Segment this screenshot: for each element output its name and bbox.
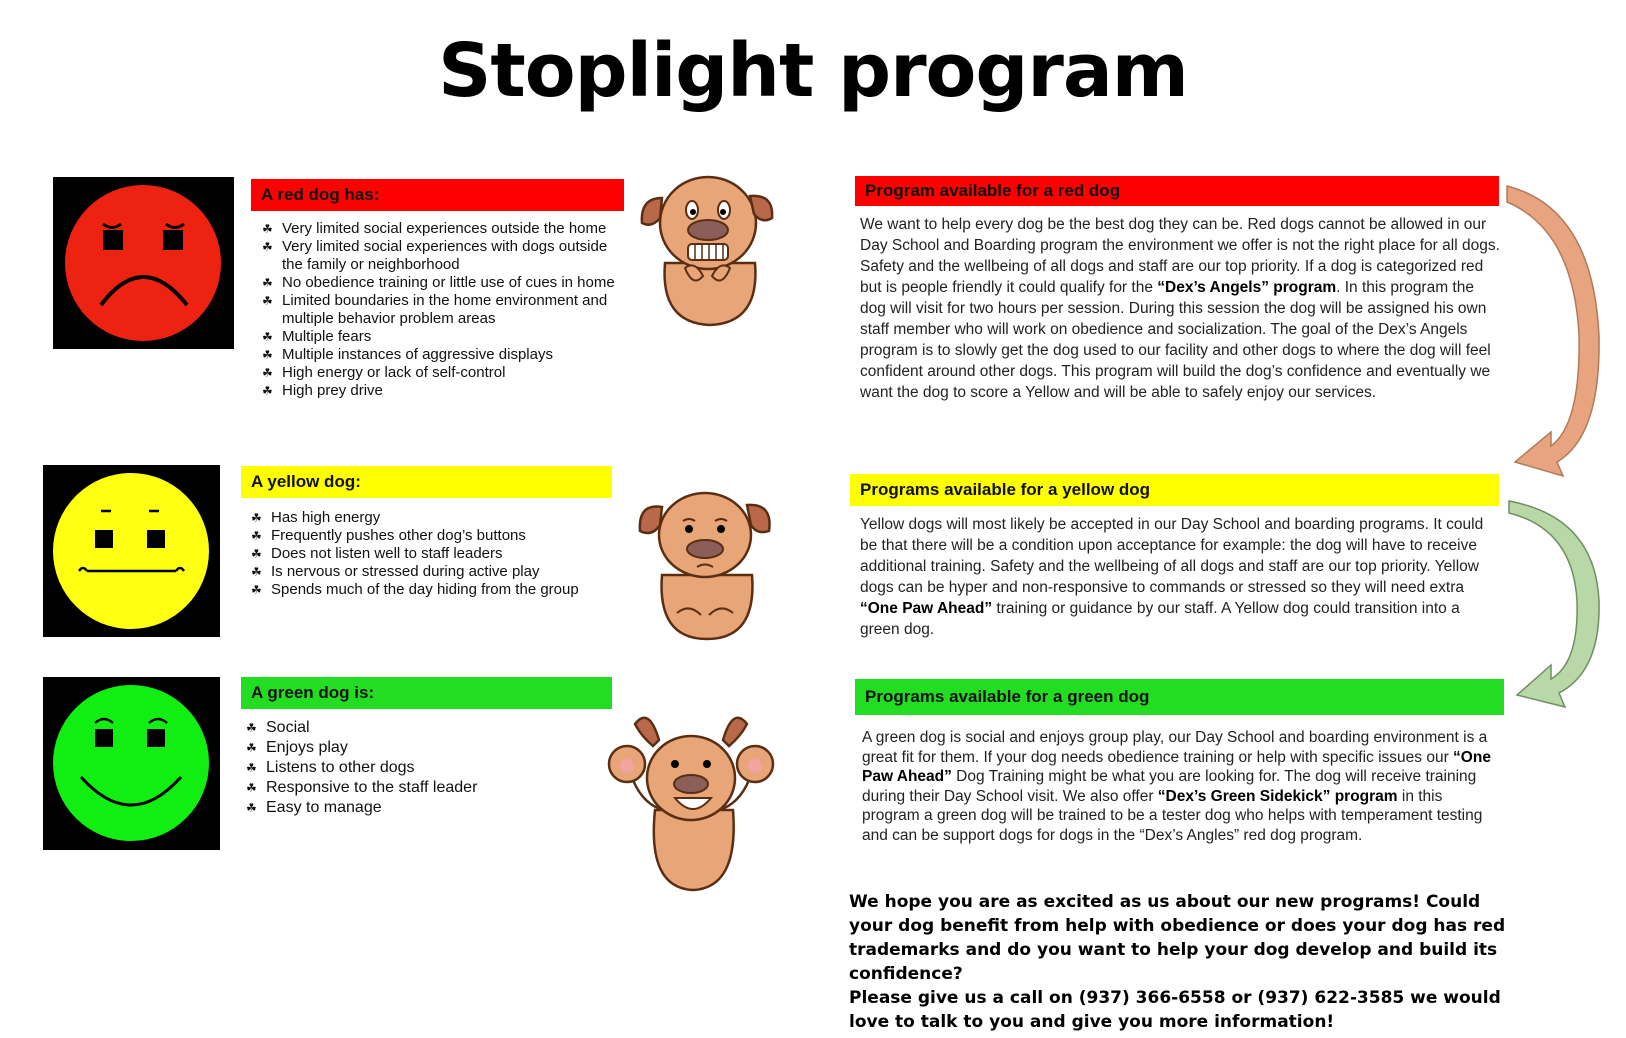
page-title: Stoplight program bbox=[438, 28, 1188, 114]
red-to-yellow-arrow-icon bbox=[1503, 180, 1618, 500]
happy-dog-illustration bbox=[605, 700, 775, 892]
red-trait-text: Very limited social experiences with dogs outside the family or neighborhood bbox=[282, 238, 608, 273]
paw-bullet-icon: ☘ bbox=[262, 222, 273, 236]
red-trait-text: Multiple fears bbox=[282, 328, 372, 345]
green-trait-text: Listens to other dogs bbox=[266, 759, 415, 776]
yellow-program-text: Yellow dogs will most likely be accepted in our Day School and boarding programs. It could be that there will be a condition upon acceptance for example: the dog will have to receive additional training. Safety and the wellbeing of all dogs and staff are our top priority. Yellow dogs can be hyper and non-responsive to commands or stressed so they will need extra “One Paw Ahead” training or guidance by our staff. A Yellow dog could transition into a green dog. bbox=[860, 516, 1484, 638]
red-trait-item bbox=[262, 382, 622, 400]
red-trait-item bbox=[262, 364, 622, 382]
red-sad-face-icon bbox=[53, 177, 234, 349]
yellow-trait-item bbox=[251, 581, 611, 599]
scared-dog-illustration bbox=[640, 168, 775, 328]
red-trait-text: Very limited social experiences outside the home bbox=[282, 220, 607, 237]
paw-bullet-icon: ☘ bbox=[246, 721, 257, 735]
green-happy-face-icon bbox=[43, 677, 220, 850]
paw-bullet-icon: ☘ bbox=[246, 741, 257, 755]
paw-bullet-icon: ☘ bbox=[251, 529, 262, 543]
yellow-trait-text: Has high energy bbox=[271, 509, 381, 526]
red-trait-text: Limited boundaries in the home environment and multiple behavior problem areas bbox=[282, 292, 608, 327]
green-program-text: A green dog is social and enjoys group play, our Day School and boarding environment is a great fit for them. If your dog needs obedience training or help with specific issues our “One Paw Ahead” Dog Training might be what you are looking for. The dog will receive training during their Day School visit. We also offer “Dex’s Green Sidekick” program in this program a green dog will be trained to be a tester dog who helps with temperament testing and can be support dogs for dogs in the “Dex’s Angles” red dog program. bbox=[862, 729, 1491, 844]
paw-bullet-icon: ☘ bbox=[262, 384, 273, 398]
closing-line-1: We hope you are as excited as us about our new programs! Could your dog benefit from help with obedience or does your dog has red trademarks and do you want to help your dog develop and build its confidence? bbox=[849, 892, 1506, 984]
red-trait-item bbox=[262, 238, 622, 274]
closing-message bbox=[849, 890, 1529, 1034]
paw-bullet-icon: ☘ bbox=[246, 761, 257, 775]
yellow-trait-text: Spends much of the day hiding from the group bbox=[271, 581, 579, 598]
red-trait-text: High prey drive bbox=[282, 382, 383, 399]
paw-bullet-icon: ☘ bbox=[251, 511, 262, 525]
green-trait-text: Social bbox=[266, 719, 310, 736]
yellow-dog-header: A yellow dog: bbox=[241, 466, 612, 498]
yellow-neutral-face-icon bbox=[43, 465, 220, 637]
green-trait-text: Easy to manage bbox=[266, 799, 382, 816]
green-trait-text: Enjoys play bbox=[266, 739, 348, 756]
red-trait-text: High energy or lack of self-control bbox=[282, 364, 506, 381]
red-trait-text: No obedience training or little use of cues in home bbox=[282, 274, 615, 291]
red-trait-item bbox=[262, 346, 622, 364]
paw-bullet-icon: ☘ bbox=[251, 565, 262, 579]
green-program-header: Programs available for a green dog bbox=[855, 679, 1504, 715]
paw-bullet-icon: ☘ bbox=[251, 583, 262, 597]
green-trait-item bbox=[246, 798, 606, 818]
yellow-trait-text: Is nervous or stressed during active play bbox=[271, 563, 540, 580]
yellow-trait-text: Frequently pushes other dog’s buttons bbox=[271, 527, 526, 544]
green-trait-item bbox=[246, 738, 606, 758]
paw-bullet-icon: ☘ bbox=[262, 240, 273, 254]
green-trait-text: Responsive to the staff leader bbox=[266, 779, 478, 796]
red-trait-item bbox=[262, 328, 622, 346]
green-dog-header: A green dog is: bbox=[241, 677, 612, 709]
yellow-to-green-arrow-icon bbox=[1505, 495, 1615, 720]
red-trait-item bbox=[262, 292, 622, 328]
closing-line-2: Please give us a call on (937) 366-6558 or (937) 622-3585 we would love to talk to you and give you more information! bbox=[849, 988, 1501, 1032]
green-trait-item bbox=[246, 778, 606, 798]
yellow-trait-item bbox=[251, 563, 611, 581]
red-trait-text: Multiple instances of aggressive displays bbox=[282, 346, 553, 363]
yellow-program-header: Programs available for a yellow dog bbox=[850, 474, 1499, 506]
red-program-header: Program available for a red dog bbox=[855, 176, 1499, 206]
paw-bullet-icon: ☘ bbox=[251, 547, 262, 561]
red-trait-list bbox=[262, 220, 622, 400]
paw-bullet-icon: ☘ bbox=[262, 294, 273, 308]
red-trait-item bbox=[262, 220, 622, 238]
yellow-trait-list bbox=[251, 509, 611, 599]
green-trait-item bbox=[246, 758, 606, 778]
paw-bullet-icon: ☘ bbox=[262, 276, 273, 290]
green-trait-list bbox=[246, 718, 606, 818]
green-trait-item bbox=[246, 718, 606, 738]
yellow-trait-item bbox=[251, 545, 611, 563]
red-program-text: We want to help every dog be the best dog they can be. Red dogs cannot be allowed in our Day School and Boarding program the environment we offer is not the right place for all dogs. Safety and the wellbeing of all dogs and staff are our top priority. If a dog is categorized red but is people friendly it could qualify for the “Dex’s Angels” program. In this program the dog will visit for two hours per session. During this session the dog will be assigned his own staff member who will work on obedience and socialization. The goal of the Dex’s Angels program is to slowly get the dog used to our facility and other dogs to where the dog will feel confident around other dogs. This program will build the dog’s confidence and eventually we want the dog to score a Yellow and will be able to safely enjoy our services. bbox=[860, 216, 1500, 401]
paw-bullet-icon: ☘ bbox=[246, 801, 257, 815]
paw-bullet-icon: ☘ bbox=[262, 330, 273, 344]
red-trait-item bbox=[262, 274, 622, 292]
paw-bullet-icon: ☘ bbox=[246, 781, 257, 795]
yellow-trait-item bbox=[251, 527, 611, 545]
paw-bullet-icon: ☘ bbox=[262, 348, 273, 362]
paw-bullet-icon: ☘ bbox=[262, 366, 273, 380]
yellow-trait-item bbox=[251, 509, 611, 527]
yellow-trait-text: Does not listen well to staff leaders bbox=[271, 545, 503, 562]
worried-dog-illustration bbox=[637, 485, 772, 643]
red-dog-header: A red dog has: bbox=[251, 179, 624, 211]
